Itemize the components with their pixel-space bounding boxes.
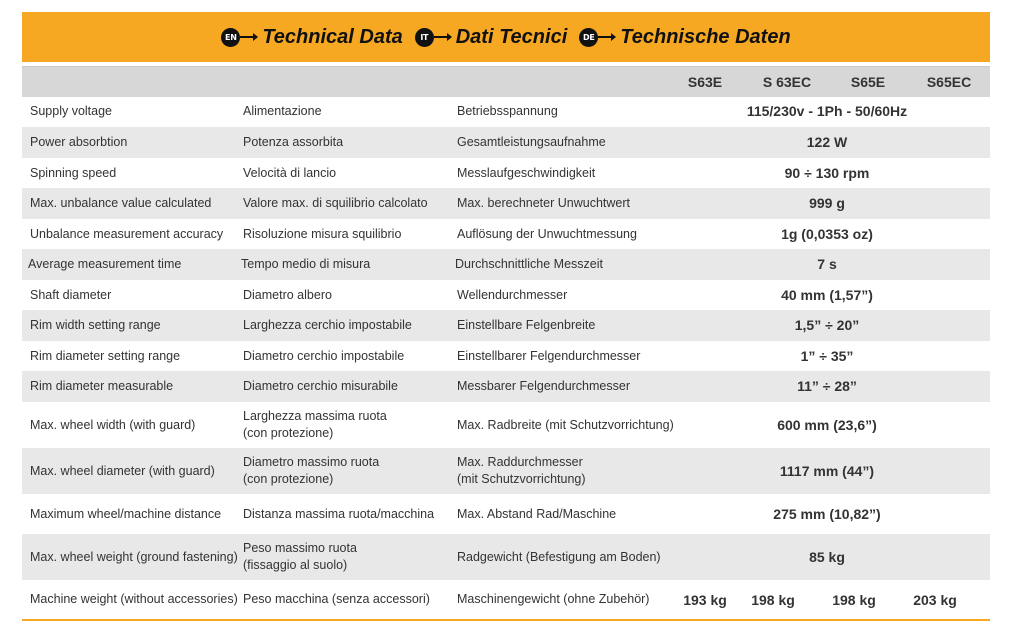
row-value: 1,5” ÷ 20” (794, 317, 860, 334)
label-it: Larghezza cerchio impostabile (243, 318, 412, 333)
label-de-line1: Max. Raddurchmesser (457, 455, 583, 470)
table-header (22, 66, 990, 97)
label-de: Radgewicht (Befestigung am Boden) (457, 549, 661, 564)
row-value: 999 g (809, 195, 845, 212)
title-banner (22, 12, 990, 62)
row-value: 85 kg (809, 548, 845, 565)
label-de: Betriebsspannung (457, 104, 558, 119)
de-badge-icon: DE (579, 28, 598, 47)
arrow-icon (434, 36, 451, 38)
model-s63ec: S 63EC (762, 74, 812, 90)
label-de: Max. Abstand Rad/Maschine (457, 506, 617, 521)
label-de: Maschinengewicht (ohne Zubehör) (457, 592, 650, 607)
label-it: Diametro cerchio impostabile (243, 348, 405, 363)
label-en: Machine weight (without accessories) (30, 592, 238, 607)
label-it-line2: (con protezione) (243, 426, 334, 440)
title-en: Technical Data (262, 25, 403, 48)
label-de: Durchschnittliche Messzeit (455, 257, 603, 272)
table-row (22, 494, 990, 534)
label-en: Max. wheel width (with guard) (30, 417, 196, 432)
title-de: Technische Daten (620, 25, 791, 48)
label-en: Average measurement time (28, 257, 182, 272)
label-it: Velocità di lancio (243, 165, 337, 180)
label-it (243, 534, 453, 580)
label-en: Rim width setting range (30, 318, 161, 333)
label-en: Maximum wheel/machine distance (30, 506, 222, 521)
label-it: Potenza assorbita (243, 135, 344, 150)
label-en: Max. unbalance value calculated (30, 196, 212, 211)
label-en: Rim diameter setting range (30, 348, 181, 363)
row-value: 11” ÷ 28” (797, 378, 857, 395)
label-it: Peso macchina (senza accessori) (243, 592, 430, 607)
table-row (22, 158, 990, 188)
table-row (22, 280, 990, 310)
row-value: 122 W (806, 134, 848, 151)
label-de: Messbarer Felgendurchmesser (457, 379, 630, 394)
label-it: Valore max. di squilibrio calcolato (243, 196, 428, 211)
label-de: Messlaufgeschwindigkeit (457, 165, 596, 180)
label-en: Unbalance measurement accuracy (30, 226, 224, 241)
label-it: Diametro cerchio misurabile (243, 379, 398, 394)
table-row (22, 448, 990, 494)
label-de: Gesamtleistungsaufnahme (457, 135, 606, 150)
label-de: Max. Radbreite (mit Schutzvorrichtung) (457, 417, 674, 432)
label-it: Alimentazione (243, 104, 322, 119)
row-value: 7 s (817, 256, 837, 273)
weight-s63e: 193 kg (683, 591, 727, 608)
weight-s63ec: 198 kg (751, 591, 795, 608)
lang-de (579, 26, 790, 49)
lang-it (415, 26, 568, 49)
label-de: Auflösung der Unwuchtmessung (457, 226, 637, 241)
table-row (22, 341, 990, 371)
row-value: 40 mm (1,57”) (781, 286, 873, 303)
label-it: Diametro albero (243, 287, 332, 302)
label-it-line2: (fissaggio al suolo) (243, 558, 348, 572)
weight-s65ec: 203 kg (913, 591, 957, 608)
title-it: Dati Tecnici (455, 25, 568, 48)
label-de (457, 448, 687, 494)
row-value: 600 mm (23,6”) (777, 416, 877, 433)
label-it: Distanza massima ruota/macchina (243, 506, 435, 521)
row-value: 1117 mm (44”) (779, 462, 875, 479)
table-row (22, 127, 990, 158)
label-it-line1: Larghezza massima ruota (243, 409, 387, 424)
it-badge-icon: IT (415, 28, 434, 47)
table-row (22, 219, 990, 249)
label-en: Supply voltage (30, 104, 113, 119)
table-row (22, 534, 990, 580)
label-it (243, 448, 453, 494)
label-en: Spinning speed (30, 165, 117, 180)
bottom-divider (22, 619, 990, 621)
label-de: Max. berechneter Unwuchtwert (457, 196, 630, 211)
table-row (22, 371, 990, 402)
label-de: Einstellbare Felgenbreite (457, 318, 596, 333)
model-s63e: S63E (687, 74, 723, 90)
en-badge-icon: EN (221, 28, 240, 47)
arrow-icon (240, 36, 257, 38)
label-en: Max. wheel diameter (with guard) (30, 463, 215, 478)
lang-en (221, 26, 402, 49)
table-row (22, 96, 990, 127)
table-row-machine-weight (22, 580, 990, 619)
label-en: Rim diameter measurable (30, 379, 174, 394)
label-en: Max. wheel weight (ground fastening) (30, 549, 238, 564)
table-row (22, 249, 990, 280)
label-it-line1: Diametro massimo ruota (243, 455, 380, 470)
model-s65e: S65E (850, 74, 886, 90)
label-de-line2: (mit Schutzvorrichtung) (457, 472, 586, 486)
label-en: Shaft diameter (30, 287, 112, 302)
table-row (22, 188, 990, 219)
row-value: 1g (0,0353 oz) (781, 225, 873, 242)
label-en: Power absorbtion (30, 135, 128, 150)
table-row (22, 310, 990, 341)
row-value: 90 ÷ 130 rpm (784, 164, 870, 181)
label-it: Tempo medio di misura (241, 257, 371, 272)
label-de: Wellendurchmesser (457, 287, 568, 302)
weight-s65e: 198 kg (832, 591, 876, 608)
row-value: 1” ÷ 35” (800, 347, 854, 364)
model-s65ec: S65EC (926, 74, 972, 90)
table-row (22, 402, 990, 448)
label-it: Risoluzione misura squilibrio (243, 226, 402, 241)
label-it-line2: (con protezione) (243, 472, 334, 486)
label-it-line1: Peso massimo ruota (243, 541, 357, 556)
label-it (243, 402, 453, 448)
arrow-icon (598, 36, 615, 38)
row-value: 115/230v - 1Ph - 50/60Hz (746, 103, 908, 120)
row-value: 275 mm (10,82”) (773, 505, 881, 522)
label-de: Einstellbarer Felgendurchmesser (457, 348, 641, 363)
